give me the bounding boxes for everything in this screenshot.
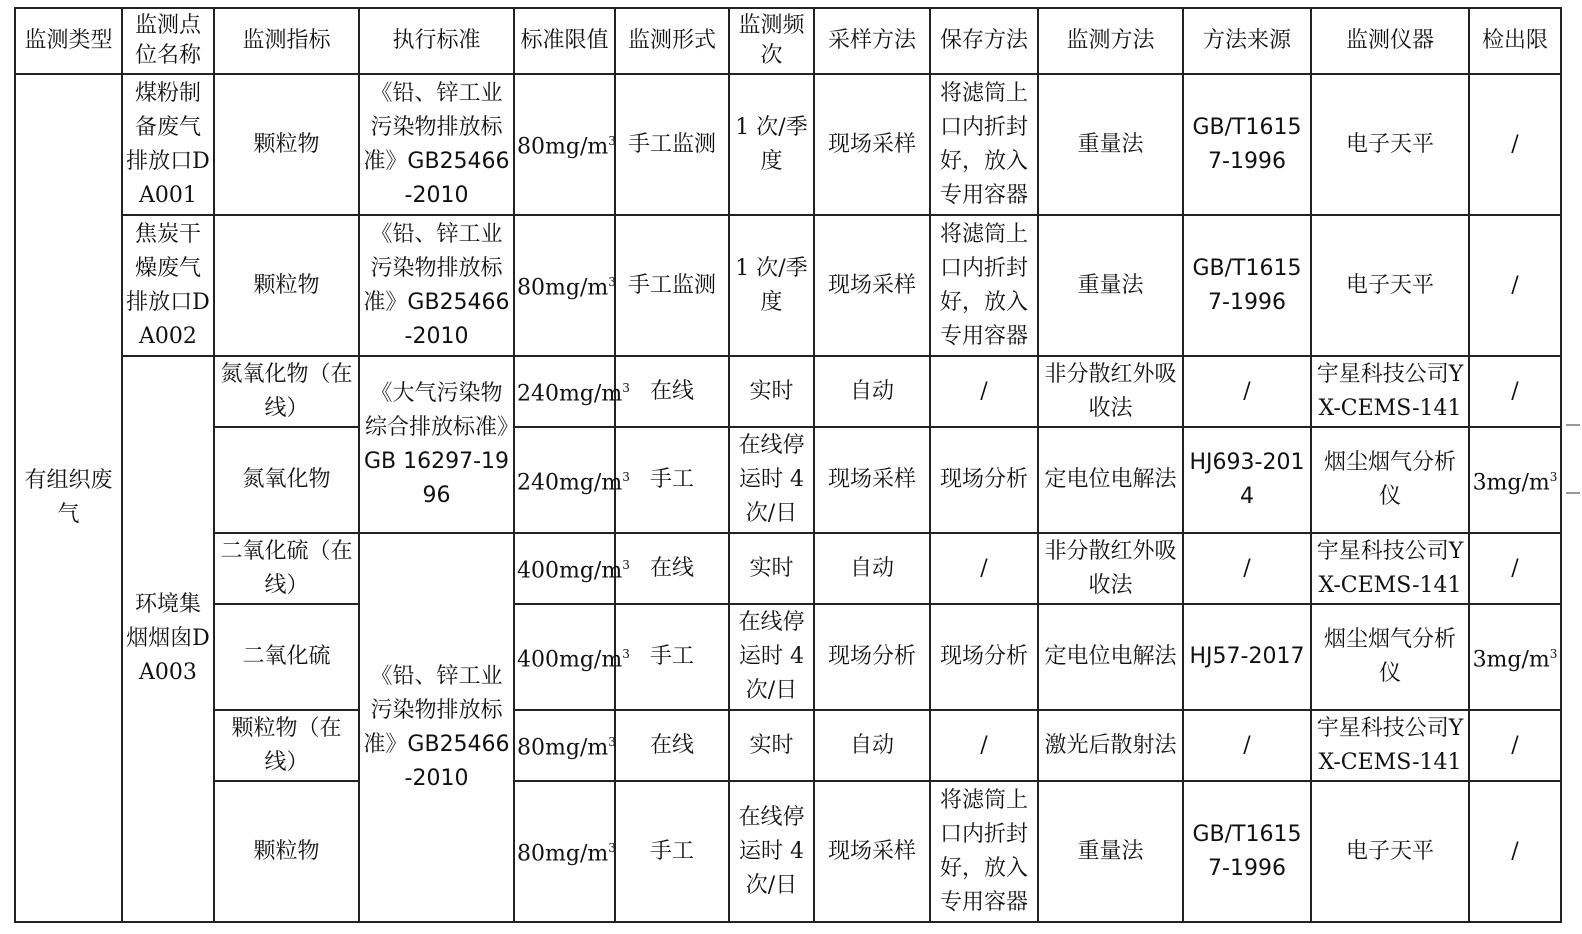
unit-superscript: 3	[622, 381, 630, 396]
header-cell: 监测方法	[1038, 8, 1183, 74]
limit-value: 80mg/m	[517, 735, 609, 761]
frequency-cell: 1 次/季度	[729, 74, 814, 215]
standard-cell: 《铅、锌工业污染物排放标准》GB25466-2010	[359, 533, 514, 922]
limit-value: 400mg/m	[517, 647, 623, 673]
frequency-cell: 实时	[729, 710, 814, 781]
header-cell: 监测点位名称	[122, 8, 214, 74]
form-cell: 手工	[615, 604, 729, 710]
method-cell: 非分散红外吸收法	[1038, 356, 1183, 427]
storage-cell: 将滤筒上口内折封好，放入专用容器	[930, 215, 1038, 356]
table-row	[15, 74, 1561, 215]
limit-cell	[514, 356, 630, 427]
source-cell: GB/T16157-1996	[1183, 781, 1311, 922]
indicator-cell: 氮氧化物	[214, 427, 359, 533]
form-cell: 手工监测	[615, 74, 729, 215]
detection-value: 3mg/m	[1472, 647, 1550, 673]
form-cell: 手工监测	[615, 215, 729, 356]
form-cell: 在线	[615, 533, 729, 604]
limit-cell	[514, 533, 630, 604]
header-row	[15, 8, 1561, 74]
sampling-cell: 现场采样	[814, 215, 930, 356]
header-cell: 监测仪器	[1311, 8, 1469, 74]
point-cell: 环境集烟烟囱DA003	[122, 356, 214, 922]
frequency-cell: 在线停运时 4 次/日	[729, 604, 814, 710]
indicator-cell: 颗粒物（在线）	[214, 710, 359, 781]
standard-cell: 《铅、锌工业污染物排放标准》GB25466-2010	[359, 74, 514, 215]
method-cell: 非分散红外吸收法	[1038, 533, 1183, 604]
source-cell: HJ693-2014	[1183, 427, 1311, 533]
detection-cell: /	[1469, 74, 1561, 215]
detection-cell: /	[1469, 356, 1561, 427]
frequency-cell: 1 次/季度	[729, 215, 814, 356]
header-cell: 监测形式	[615, 8, 729, 74]
instrument-cell: 宇星科技公司YX-CEMS-141	[1311, 533, 1469, 604]
limit-cell	[514, 604, 630, 710]
instrument-cell: 电子天平	[1311, 781, 1469, 922]
point-cell: 煤粉制备废气排放口DA001	[122, 74, 214, 215]
sampling-cell: 现场采样	[814, 427, 930, 533]
header-cell: 标准限值	[514, 8, 615, 74]
method-cell: 定电位电解法	[1038, 427, 1183, 533]
header-cell: 方法来源	[1183, 8, 1311, 74]
sampling-cell: 现场采样	[814, 781, 930, 922]
sampling-cell: 现场分析	[814, 604, 930, 710]
edge-mark	[1566, 424, 1580, 426]
frequency-cell: 实时	[729, 533, 814, 604]
unit-superscript: 3	[608, 134, 616, 149]
monitoring-type-cell: 有组织废气	[15, 74, 122, 922]
instrument-cell: 电子天平	[1311, 215, 1469, 356]
detection-cell: /	[1469, 215, 1561, 356]
table-row	[15, 710, 1561, 781]
limit-value: 80mg/m	[517, 134, 609, 160]
unit-superscript: 3	[608, 735, 616, 750]
sampling-cell: 自动	[814, 356, 930, 427]
limit-cell	[514, 781, 615, 922]
form-cell: 在线	[615, 356, 729, 427]
limit-value: 80mg/m	[517, 841, 609, 867]
instrument-cell: 电子天平	[1311, 74, 1469, 215]
form-cell: 手工	[615, 427, 729, 533]
table-row	[15, 604, 1561, 710]
detection-cell: /	[1469, 533, 1561, 604]
storage-cell: /	[930, 356, 1038, 427]
method-cell: 重量法	[1038, 215, 1183, 356]
sampling-cell: 现场采样	[814, 74, 930, 215]
point-cell: 焦炭干燥废气排放口DA002	[122, 215, 214, 356]
table-row	[15, 533, 1561, 604]
table-row	[15, 427, 1561, 533]
method-cell: 重量法	[1038, 781, 1183, 922]
table-row	[15, 781, 1561, 922]
indicator-cell: 颗粒物	[214, 781, 359, 922]
source-cell: HJ57-2017	[1183, 604, 1311, 710]
table-row	[15, 215, 1561, 356]
source-cell: GB/T16157-1996	[1183, 74, 1311, 215]
instrument-cell: 宇星科技公司YX-CEMS-141	[1311, 356, 1469, 427]
storage-cell: 将滤筒上口内折封好，放入专用容器	[930, 74, 1038, 215]
instrument-cell: 宇星科技公司YX-CEMS-141	[1311, 710, 1469, 781]
header-cell: 监测指标	[214, 8, 359, 74]
storage-cell: 将滤筒上口内折封好，放入专用容器	[930, 781, 1038, 922]
indicator-cell: 二氧化硫（在线）	[214, 533, 359, 604]
frequency-cell: 在线停运时 4 次/日	[729, 781, 814, 922]
limit-cell	[514, 215, 615, 356]
limit-value: 80mg/m	[517, 275, 609, 301]
limit-cell	[514, 427, 630, 533]
indicator-cell: 颗粒物	[214, 215, 359, 356]
header-cell: 采样方法	[814, 8, 930, 74]
storage-cell: 现场分析	[930, 427, 1038, 533]
header-cell: 监测频次	[729, 8, 814, 74]
header-cell: 监测类型	[15, 8, 122, 74]
unit-superscript: 3	[622, 558, 630, 573]
standard-cell: 《铅、锌工业污染物排放标准》GB25466-2010	[359, 215, 514, 356]
source-cell: /	[1183, 710, 1311, 781]
sampling-cell: 自动	[814, 710, 930, 781]
instrument-cell: 烟尘烟气分析仪	[1311, 604, 1469, 710]
method-cell: 激光后散射法	[1038, 710, 1183, 781]
header-cell: 执行标准	[359, 8, 514, 74]
storage-cell: /	[930, 533, 1038, 604]
detection-cell: /	[1469, 710, 1561, 781]
detection-cell: /	[1469, 781, 1561, 922]
frequency-cell: 实时	[729, 356, 814, 427]
indicator-cell: 氮氧化物（在线）	[214, 356, 359, 427]
method-cell: 定电位电解法	[1038, 604, 1183, 710]
limit-cell	[514, 710, 615, 781]
monitoring-table	[14, 7, 1562, 923]
indicator-cell: 二氧化硫	[214, 604, 359, 710]
source-cell: /	[1183, 533, 1311, 604]
indicator-cell: 颗粒物	[214, 74, 359, 215]
source-cell: GB/T16157-1996	[1183, 215, 1311, 356]
storage-cell: /	[930, 710, 1038, 781]
frequency-cell: 在线停运时 4 次/日	[729, 427, 814, 533]
header-cell: 保存方法	[930, 8, 1038, 74]
source-cell: /	[1183, 356, 1311, 427]
unit-superscript: 3	[622, 469, 630, 484]
unit-superscript: 3	[608, 841, 616, 856]
unit-superscript: 3	[1549, 646, 1558, 661]
detection-value: 3mg/m	[1472, 470, 1550, 496]
limit-value: 240mg/m	[517, 470, 623, 496]
detection-cell	[1469, 604, 1561, 710]
detection-cell	[1469, 427, 1561, 533]
instrument-cell: 烟尘烟气分析仪	[1311, 427, 1469, 533]
edge-mark	[1566, 492, 1580, 494]
header-cell: 检出限	[1469, 8, 1561, 74]
unit-superscript: 3	[608, 275, 616, 290]
unit-superscript: 3	[622, 646, 630, 661]
standard-cell: 《大气污染物综合排放标准》GB 16297-1996	[359, 356, 514, 533]
limit-value: 240mg/m	[517, 381, 623, 407]
method-cell: 重量法	[1038, 74, 1183, 215]
table-row	[15, 356, 1561, 427]
form-cell: 手工	[615, 781, 729, 922]
unit-superscript: 3	[1549, 469, 1558, 484]
form-cell: 在线	[615, 710, 729, 781]
storage-cell: 现场分析	[930, 604, 1038, 710]
sampling-cell: 自动	[814, 533, 930, 604]
limit-cell	[514, 74, 615, 215]
limit-value: 400mg/m	[517, 558, 623, 584]
